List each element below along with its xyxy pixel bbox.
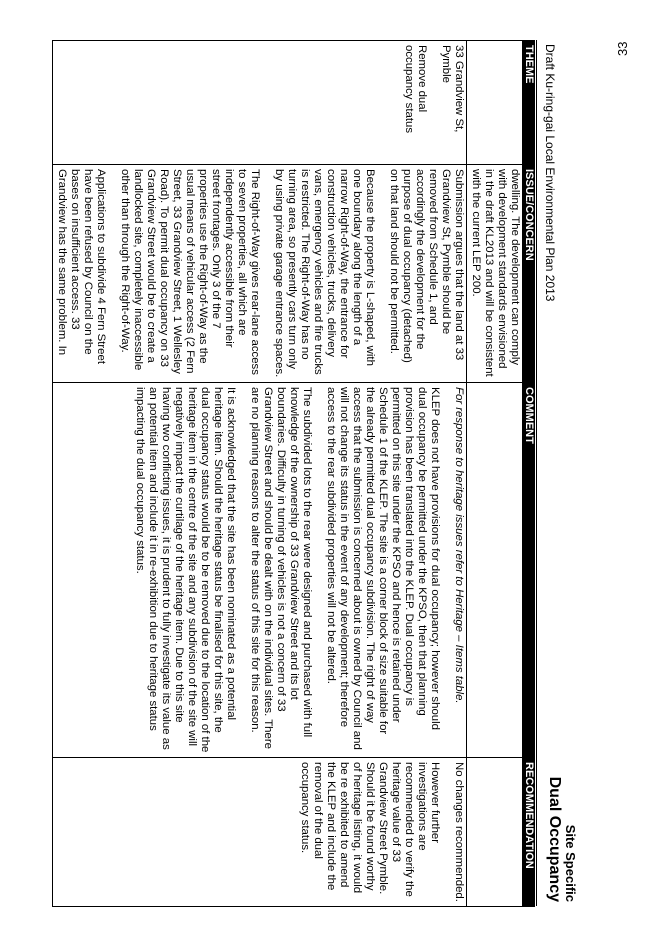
table-row xyxy=(467,41,523,907)
recommendation-paragraph: However further investigations are recommended to verify the heritage value of 33 Grandview Street Pymble. Should it be found worthy of heritage listing, it would be re exhibited to amend the KLEP and include the removal of the dual occupancy status. xyxy=(299,762,441,897)
recommendation-paragraph: No changes recommended. xyxy=(453,762,465,902)
column-header-recommendation: RECOMMENDATION xyxy=(523,758,535,907)
rotated-page xyxy=(23,40,583,906)
theme-subject: Remove dual occupancy status xyxy=(403,45,428,134)
comment-paragraph: KLEP does not have provisions for dual occupancy; however should dual occupancy be permitted under the KPSO, then that planning provision has been translated into the KLEP. Dual occupancy is permitted on this site under the KPSO and hence is retained under Schedule 1 of the KLEP. The site is a corner block of size suitable for the already permitted dual occupancy subdivision. The right of way access that the submission is concerned about is owned by Council and will not change its status in the event of any development; therefore access to the rear subdivided properties will not be altered. xyxy=(325,387,441,750)
table-header-row xyxy=(523,41,535,907)
table-row xyxy=(53,41,467,907)
section-label: Site Specific xyxy=(563,824,578,902)
theme-cell xyxy=(53,41,467,165)
comment-heritage-reference: For response to heritage issues refer to Heritage – Items table. xyxy=(453,387,465,704)
column-header-issue: ISSUE/CONCERN xyxy=(523,165,535,383)
column-header-comment: COMMENT xyxy=(523,383,535,758)
page-number: 33 xyxy=(615,41,630,56)
comment-paragraph: It is acknowledged that the site has been nominated as a potential heritage item. Should the heritage status be finalised for this site, the dual occupancy status would be to be removed due to the location of the heritage item in the centre of the site and any subdivision of the site will negatively impact the curtilage of the heritage item. Due to this site having two conflicting issues, it is prudent to fully investigate its value as an potential item and include it in re-exhibition due to heritage status impacting the dual occupancy status. xyxy=(134,387,237,753)
issue-paragraph: Because the property is L-shaped, with one boundary along the length of a narrow Right-of-Way, the entrance for construction vehicles, trucks, delivery vans, emergency vehicles and fire trucks is restricted. The Right-of-Way has no turning area, so presently cars turn only by using private garage entrance spaces. xyxy=(273,169,376,378)
document-title: Draft Ku-ring-gai Local Environmental Plan 2013 xyxy=(543,44,557,302)
theme-site: 33 Grandview St, Pymble xyxy=(440,45,465,133)
issue-paragraph: Submission argues that the land at 33 Grandview St, Pymble should be removed from Schedule 1, and accordingly the development for the purpose of dual occupancy (detached) on that land should not be permitted. xyxy=(388,169,465,363)
topic-title: Dual Occupancy xyxy=(546,776,563,902)
issue-paragraph: The Right-of-Way gives rear-lane access to seven properties, all which are independently accessible from their street frontages. Only 3 of the 7 properties use the Right-of-Way as the usual means of vehicular access (2 Fern Street, 33 Grandview Street, 1 Wellesley Road). To permit dual occupancy on 33 Grandview Street would be to create a landlocked site, completely inaccessible other than through the Right-of-Way. xyxy=(119,169,261,375)
issue-cell: dwelling. The development can comply with development standards envisioned in the draft KL2013 and will be consistent with the current LEP 200. xyxy=(467,165,523,383)
comment-cell xyxy=(53,383,467,758)
theme-cell xyxy=(467,41,523,165)
header-rule xyxy=(536,40,537,906)
column-header-theme: THEME xyxy=(523,41,535,165)
issue-paragraph: Applications to subdivide 4 Fern Street have been refused by Council on the bases on insufficient access. 33 Grandview has the same problem. In xyxy=(56,169,107,365)
comment-paragraph: The subdivided lots to the rear were designed and purchased with full knowledge of the ownership of 33 Grandview Street and its lot boundaries. Difficulty in turning of vehicles is not a concern of 33 Grandview Street and should be dealt with on the individual sites. There are no planning reasons to alter the status of this site for this reason. xyxy=(249,387,313,749)
recommendation-cell xyxy=(53,758,467,907)
submissions-table xyxy=(52,40,535,907)
comment-cell xyxy=(467,383,523,758)
issue-cell xyxy=(53,165,467,383)
page-header xyxy=(537,40,583,906)
recommendation-cell xyxy=(467,758,523,907)
